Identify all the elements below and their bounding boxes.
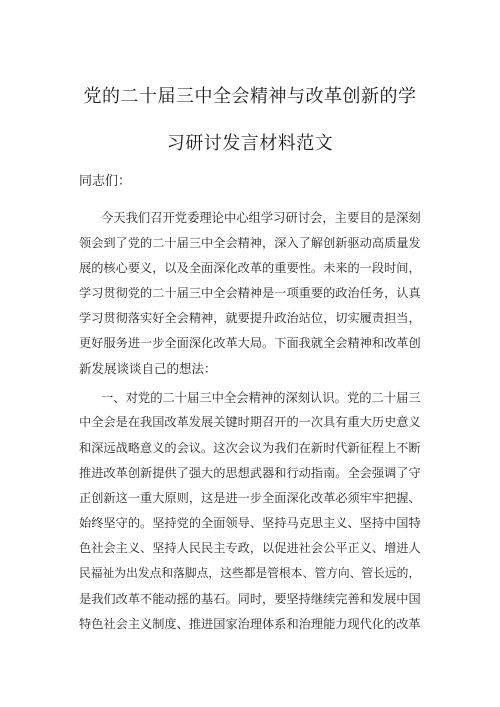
paragraph-line: 色社会主义、坚持人民民主专政，以促进社会公平正义、增进人 [79, 541, 421, 555]
paragraph-line: 今天我们召开党委理论中心组学习研讨会，主要目的是深刻 [101, 211, 421, 225]
paragraph-line: 推进改革创新提供了强大的思想武器和行动指南。全会强调了守 [79, 466, 421, 480]
paragraph-line: 中全会是在我国改革发展关键时期召开的一次具有重大历史意义 [79, 415, 421, 429]
paragraph-line: 特色社会主义制度、推进国家治理体系和治理能力现代化的改革 [79, 617, 421, 631]
document-title-line-2: 习研讨发言材料范文 [166, 133, 334, 154]
paragraph-line: 领会到了党的二十届三中全会精神，深入了解创新驱动高质量发 [79, 236, 421, 250]
paragraph-line: 展的核心要义，以及全面深化改革的重要性。未来的一段时间， [79, 261, 421, 275]
paragraph-line: 和深远战略意义的会议。这次会议为我们在新时代新征程上不断 [79, 441, 421, 455]
paragraph-line: 新发展谈谈自己的想法： [79, 361, 217, 376]
paragraph-line: 学习贯彻落实好全会精神，就要提升政治站位，切实履责担当， [79, 311, 421, 325]
paragraph-line: 一、对党的二十届三中全会精神的深刻认识。党的二十届三 [101, 391, 421, 405]
paragraph-line: 正创新这一重大原则，这是进一步全面深化改革必须牢牢把握、 [79, 491, 421, 505]
paragraph-line: 更好服务进一步全面深化改革大局。下面我就全会精神和改革创 [79, 336, 421, 350]
paragraph-line: 始终坚守的。坚持党的全面领导、坚持马克思主义、坚持中国特 [79, 516, 421, 530]
document-title-line-1: 党的二十届三中全会精神与改革创新的学 [83, 86, 417, 107]
paragraph-line: 民福祉为出发点和落脚点，这些都是管根本、管方向、管长远的， [79, 566, 421, 580]
salutation: 同志们： [79, 174, 132, 189]
paragraph-line: 是我们改革不能动摇的基石。同时，要坚持继续完善和发展中国 [79, 592, 421, 606]
paragraph-line: 学习贯彻党的二十届三中全会精神是一项重要的政治任务，认真 [79, 286, 421, 300]
